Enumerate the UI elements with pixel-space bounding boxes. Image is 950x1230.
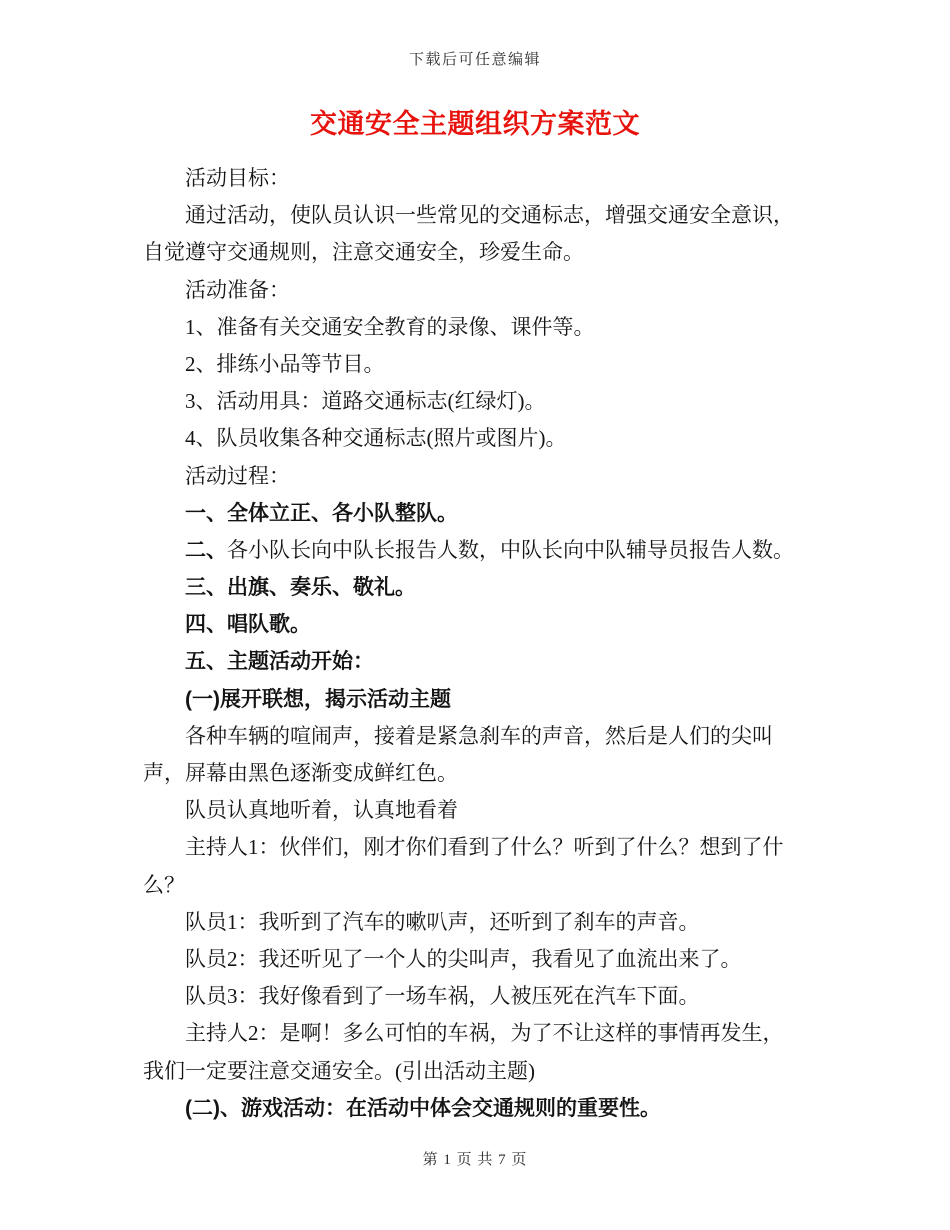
page-title: 交通安全主题组织方案范文	[310, 109, 640, 139]
body-line-3: 自觉遵守交通规则，注意交通安全，珍爱生命。	[143, 240, 584, 265]
body-line-6: 2、排练小品等节目。	[185, 351, 385, 376]
body-line-10: 一、全体立正、各小队整队。	[185, 501, 458, 525]
body-line-17: 声，屏幕由黑色逐渐变成鲜红色。	[143, 761, 458, 785]
body-line-12: 三、出旗、奏乐、敬礼。	[185, 576, 416, 600]
body-line-1: 活动目标：	[185, 166, 290, 190]
body-line-8: 4、队员收集各种交通标志(照片或图片)。	[185, 426, 567, 451]
body-line-24: 主持人2：是啊！多么可怕的车祸，为了不让这样的事情再发生，	[185, 1021, 784, 1046]
body-line-26: (二)、游戏活动：在活动中体会交通规则的重要性。	[185, 1096, 661, 1120]
body-line-21: 队员1：我听到了汽车的嗽叭声，还听到了刹车的声音。	[185, 909, 700, 934]
document-body	[143, 160, 865, 1127]
body-line-13: 四、唱队歌。	[185, 613, 311, 637]
body-line-25: 我们一定要注意交通安全。(引出活动主题)	[143, 1058, 535, 1083]
body-line-5: 1、准备有关交通安全教育的录像、课件等。	[185, 314, 595, 339]
body-line-15: (一)展开联想，揭示活动主题	[185, 687, 451, 711]
body-line-9: 活动过程：	[185, 463, 290, 488]
body-line-16: 各种车辆的喧闹声，接着是紧急刹车的声音，然后是人们的尖叫	[185, 723, 773, 748]
body-line-19: 主持人1：伙伴们，刚才你们看到了什么？听到了什么？想到了什	[185, 835, 784, 860]
body-line-bold-prefix: 二、	[185, 538, 227, 562]
body-line-22: 队员2：我还听见了一个人的尖叫声，我看见了血流出来了。	[185, 946, 742, 971]
body-line-7: 3、活动用具：道路交通标志(红绿灯)。	[185, 389, 546, 414]
body-line-4: 活动准备：	[185, 277, 290, 302]
body-line-11: 二、各小队长向中队长报告人数，中队长向中队辅导员报告人数。	[185, 537, 794, 562]
header-note: 下载后可任意编辑	[408, 52, 541, 68]
body-line-18: 队员认真地听着，认真地看着	[185, 798, 458, 823]
page-number-footer: 第 1 页 共 7 页	[422, 1152, 528, 1168]
body-line-14: 五、主题活动开始：	[185, 650, 374, 674]
body-line-20: 么？	[143, 872, 185, 897]
body-line-2: 通过活动，使队员认识一些常见的交通标志，增强交通安全意识，	[185, 203, 794, 228]
body-line-23: 队员3：我好像看到了一场车祸，人被压死在汽车下面。	[185, 984, 700, 1009]
